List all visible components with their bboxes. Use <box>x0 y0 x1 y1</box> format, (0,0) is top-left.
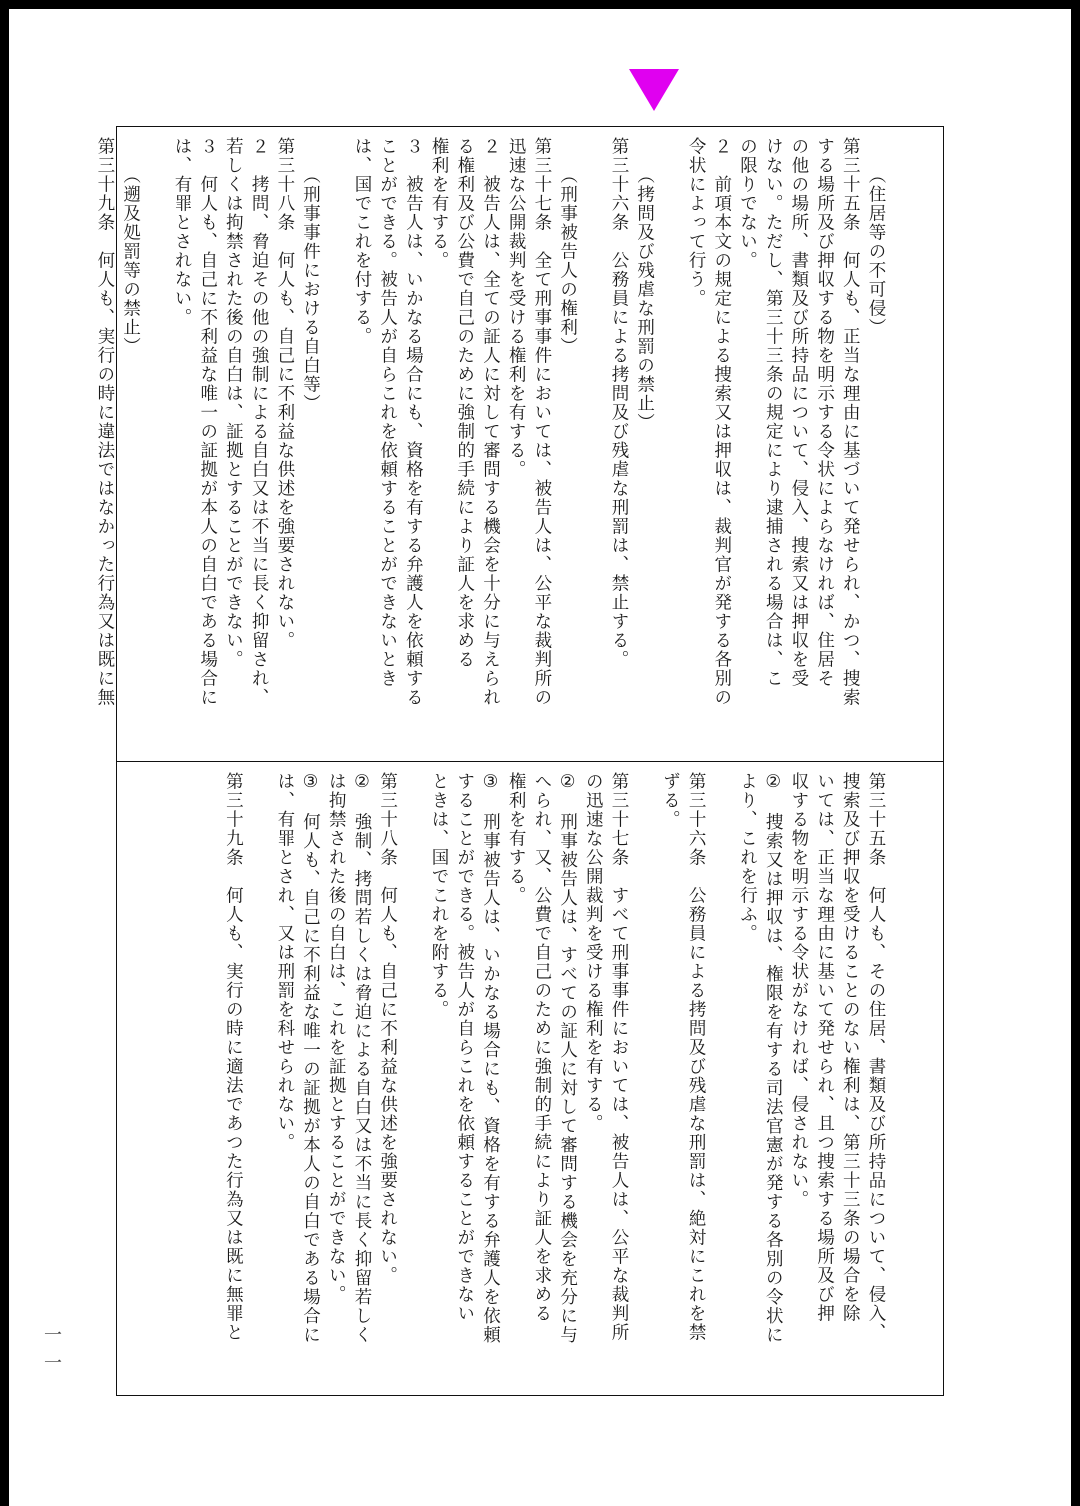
original-text-panel <box>122 772 888 1392</box>
text-line <box>323 137 349 755</box>
text-line: 第三十八条 何人も、自己に不利益な供述を強要されない。 <box>377 772 398 1285</box>
text-line: ときは、国でこれを附する。 <box>429 772 450 1019</box>
text-line: 若しくは拘禁された後の自白は、証拠とすることができない。 <box>223 137 244 669</box>
table-divider <box>116 761 944 762</box>
text-line: 第三十九条 何人も、実行の時に適法であつた行為又は既に無罪と <box>223 772 244 1342</box>
text-line: ③ 何人も、自己に不利益な唯一の証拠が本人の自白である場合に <box>300 772 321 1345</box>
text-line: は拘禁された後の自白は、これを証拠とすることができない。 <box>326 772 347 1304</box>
text-line: （刑事被告人の権利） <box>557 137 578 357</box>
text-line: 第三十五条 何人も、正当な理由に基づいて発せられ、かつ、捜索 <box>840 137 861 707</box>
text-line: 第三十九条 何人も、実行の時に違法ではなかった行為又は既に無 <box>94 137 115 707</box>
text-line <box>657 137 683 755</box>
text-line: ３ 被告人は、いかなる場合にも、資格を有する弁護人を依頼する <box>403 137 424 707</box>
text-line: は、有罪とされ、又は刑罰を科せられない。 <box>274 772 295 1152</box>
text-line: 第三十六条 公務員による拷問及び残虐な刑罰は、絶対にこれを禁 <box>686 772 707 1342</box>
page-number: 一一 <box>41 1325 62 1381</box>
text-line: 収する物を明示する令状がなければ、侵されない。 <box>788 772 809 1209</box>
text-line <box>631 772 657 1392</box>
text-line: 第三十七条 すべて刑事事件においては、被告人は、公平な裁判所 <box>608 772 629 1342</box>
text-line: 第三十五条 何人も、その住居、書類及び所持品について、侵入、 <box>866 772 886 1342</box>
text-line: （刑事事件における自白等） <box>300 137 321 414</box>
text-line <box>400 772 426 1392</box>
current-position-marker-icon <box>629 69 679 111</box>
text-line: は、国でこれを付する。 <box>351 137 372 346</box>
text-line: いては、正当な理由に基いて発せられ、且つ捜索する場所及び押 <box>814 772 835 1323</box>
text-line: は、有罪とされない。 <box>172 137 193 327</box>
text-line: ③ 刑事被告人は、いかなる場合にも、資格を有する弁護人を依頼 <box>480 772 501 1345</box>
text-line: 令状によって行う。 <box>686 137 707 308</box>
text-line: ３ 何人も、自己に不利益な唯一の証拠が本人の自白である場合に <box>197 137 218 707</box>
text-line: 第三十六条 公務員による拷問及び残虐な刑罰は、禁止する。 <box>608 137 629 669</box>
text-line <box>708 772 734 1392</box>
current-text-panel <box>94 137 888 755</box>
text-line: へられ、又、公費で自己のために強制的手続により証人を求める <box>531 772 552 1323</box>
text-line: ことができる。被告人が自らこれを依頼することができないとき <box>377 137 398 688</box>
text-line: することができる。被告人が自らこれを依頼することができない <box>454 772 475 1323</box>
text-line: ２ 拷問、脅迫その他の強制による自白又は不当に長く抑留され、 <box>249 137 270 707</box>
text-line: の他の場所、書類及び所持品について、侵入、捜索又は押収を受 <box>788 137 809 688</box>
text-line: 第三十七条 全て刑事事件においては、被告人は、公平な裁判所の <box>531 137 552 707</box>
text-line: より、これを行ふ。 <box>737 772 758 943</box>
text-line: 権利を有する。 <box>506 772 527 905</box>
text-line: する場所及び押収する物を明示する令状によらなければ、住居そ <box>814 137 835 688</box>
text-line: の迅速な公開裁判を受ける権利を有する。 <box>583 772 604 1133</box>
text-line: 第三十八条 何人も、自己に不利益な供述を強要されない。 <box>274 137 295 650</box>
text-line <box>245 772 271 1392</box>
text-line: （拷問及び残虐な刑罰の禁止） <box>634 137 655 433</box>
text-line: 権利を有する。 <box>429 137 450 270</box>
text-line: ２ 被告人は、全ての証人に対して審問する機会を十分に与えられ <box>480 137 501 707</box>
text-line: 迅速な公開裁判を受ける権利を有する。 <box>506 137 527 479</box>
document-page <box>9 9 1071 1506</box>
text-line: （住居等の不可侵） <box>866 137 886 338</box>
text-line: 捜索及び押収を受けることのない権利は、第三十三条の場合を除 <box>840 772 861 1323</box>
text-line <box>143 137 169 755</box>
text-line: ② 捜索又は押収は、権限を有する司法官憲が発する各別の令状に <box>763 772 784 1345</box>
text-line: ② 刑事被告人は、すべての証人に対して審問する機会を充分に与 <box>557 772 578 1345</box>
text-line: ② 強制、拷問若しくは脅迫による自白又は不当に長く抑留若しく <box>351 772 372 1345</box>
text-line: の限りでない。 <box>737 137 758 270</box>
text-line: ずる。 <box>660 772 681 829</box>
text-line: （遡及処罰等の禁止） <box>120 137 141 357</box>
text-line: ２ 前項本文の規定による捜索又は押収は、裁判官が発する各別の <box>711 137 732 707</box>
text-line: けない。ただし、第三十三条の規定により逮捕される場合は、こ <box>763 137 784 688</box>
text-line <box>580 137 606 755</box>
text-line: る権利及び公費で自己のために強制的手続により証人を求める <box>454 137 475 669</box>
